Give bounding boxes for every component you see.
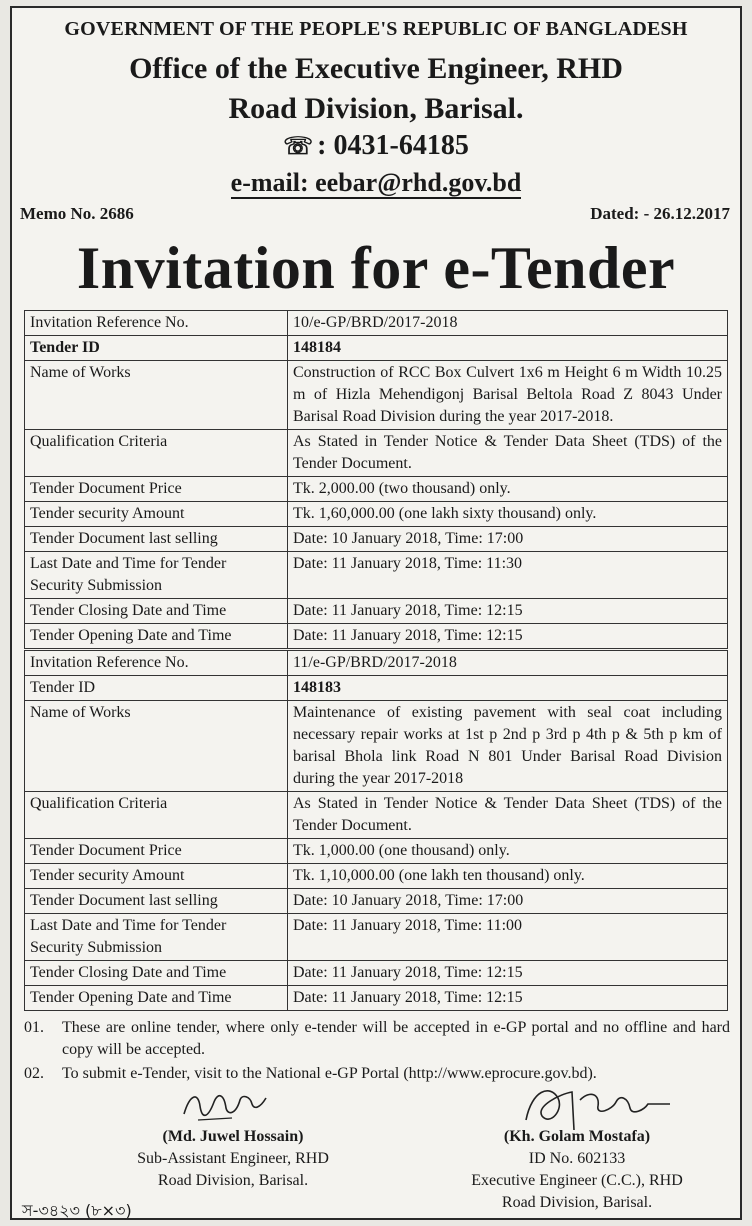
row-value: As Stated in Tender Notice & Tender Data Sheet (TDS) of the Tender Document. [288,792,728,839]
table-row [25,650,728,676]
table-row [25,477,728,502]
table-row [25,914,728,961]
row-value: 148184 [288,336,728,361]
table-row [25,336,728,361]
government-heading: GOVERNMENT OF THE PEOPLE'S REPUBLIC OF BANGLADESH [64,18,688,40]
row-label: Tender Closing Date and Time [25,961,288,986]
row-label: Tender Opening Date and Time [25,986,288,1011]
row-label: Qualification Criteria [25,792,288,839]
row-label: Tender security Amount [25,864,288,889]
page-title: Invitation for e-Tender [76,235,676,301]
table-row [25,889,728,914]
row-label: Tender Opening Date and Time [25,624,288,650]
signatory-right-id: ID No. 602133 [528,1150,626,1167]
row-value: Date: 11 January 2018, Time: 12:15 [288,986,728,1011]
signatory-right-name: (Kh. Golam Mostafa) [503,1128,651,1145]
reference-code: স-৩৪২৩ (৮×৩) [22,1201,132,1220]
telephone-icon: ☏ [283,134,314,160]
phone-number: : 0431-64185 [317,130,469,161]
table-row [25,311,728,336]
row-value: Construction of RCC Box Culvert 1x6 m Height 6 m Width 10.25 m of Hizla Mehendigonj Barisal Beltola Road Z 8043 Under Barisal Road Division during the year 2017-2018. [288,361,728,430]
signatory-right-designation: Executive Engineer (C.C.), RHD [471,1172,683,1189]
division-heading: Road Division, Barisal. [228,92,524,125]
signatory-right [432,1126,722,1214]
row-label: Qualification Criteria [25,430,288,477]
office-heading: Office of the Executive Engineer, RHD [129,52,623,85]
email-address: e-mail: eebar@rhd.gov.bd [230,168,522,197]
row-value: Date: 10 January 2018, Time: 17:00 [288,527,728,552]
row-value: 11/e-GP/BRD/2017-2018 [288,650,728,676]
row-label: Invitation Reference No. [25,311,288,336]
note-number: 01. [24,1019,44,1036]
table-row [25,792,728,839]
signatory-left [98,1126,368,1192]
notice-sheet [10,6,742,1220]
note-text: To submit e-Tender, visit to the National e-GP Portal (http://www.eprocure.gov.bd). [62,1065,597,1082]
table-row [25,502,728,527]
note-item [24,1017,730,1061]
row-value: Date: 10 January 2018, Time: 17:00 [288,889,728,914]
memo-number: Memo No. 2686 [20,204,134,223]
signatory-left-office: Road Division, Barisal. [157,1172,309,1189]
row-value: Tk. 2,000.00 (two thousand) only. [288,477,728,502]
row-value: Date: 11 January 2018, Time: 12:15 [288,624,728,650]
notes [24,1017,730,1087]
row-value: Tk. 1,10,000.00 (one lakh ten thousand) only. [288,864,728,889]
row-value: Date: 11 January 2018, Time: 11:00 [288,914,728,961]
signatory-right-office: Road Division, Barisal. [501,1194,653,1211]
row-label: Name of Works [25,361,288,430]
table-row [25,864,728,889]
table-row [25,986,728,1011]
row-value: Tk. 1,60,000.00 (one lakh sixty thousand) only. [288,502,728,527]
email-line [12,168,740,198]
table-row [25,361,728,430]
signatory-left-name: (Md. Juwel Hossain) [162,1128,304,1145]
row-label: Tender Document Price [25,477,288,502]
row-label: Tender security Amount [25,502,288,527]
table-row [25,527,728,552]
table-row [25,599,728,624]
row-value: Tk. 1,000.00 (one thousand) only. [288,839,728,864]
table-row [25,961,728,986]
table-row [25,624,728,650]
row-label: Tender Document Price [25,839,288,864]
row-label: Tender Document last selling [25,527,288,552]
row-label: Last Date and Time for Tender Security Submission [25,914,288,961]
row-label: Tender ID [25,676,288,701]
signature-left [180,1084,270,1126]
row-label: Tender Document last selling [25,889,288,914]
signatory-left-designation: Sub-Assistant Engineer, RHD [137,1150,329,1167]
row-label: Tender ID [25,336,288,361]
tender-table [24,310,728,1011]
note-number: 02. [24,1065,44,1082]
row-value: Date: 11 January 2018, Time: 11:30 [288,552,728,599]
dated: Dated: - 26.12.2017 [590,204,730,223]
row-value: As Stated in Tender Notice & Tender Data Sheet (TDS) of the Tender Document. [288,430,728,477]
table-row [25,701,728,792]
row-value: Maintenance of existing pavement with seal coat including necessary repair works at 1st p 2nd p 3rd p 4th p & 5th p km of barisal Bhola link Road N 801 Under Barisal Road Division during the year 2017-2018 [288,701,728,792]
row-value: 10/e-GP/BRD/2017-2018 [288,311,728,336]
phone-line [12,130,740,162]
row-label: Invitation Reference No. [25,650,288,676]
table-row [25,676,728,701]
table-row [25,552,728,599]
note-text: These are online tender, where only e-tender will be accepted in e-GP portal and no offline and hard copy will be accepted. [62,1019,730,1058]
row-value: Date: 11 January 2018, Time: 12:15 [288,961,728,986]
row-label: Tender Closing Date and Time [25,599,288,624]
table-row [25,430,728,477]
table-row [25,839,728,864]
row-label: Last Date and Time for Tender Security Submission [25,552,288,599]
row-value: 148183 [288,676,728,701]
row-value: Date: 11 January 2018, Time: 12:15 [288,599,728,624]
row-label: Name of Works [25,701,288,792]
